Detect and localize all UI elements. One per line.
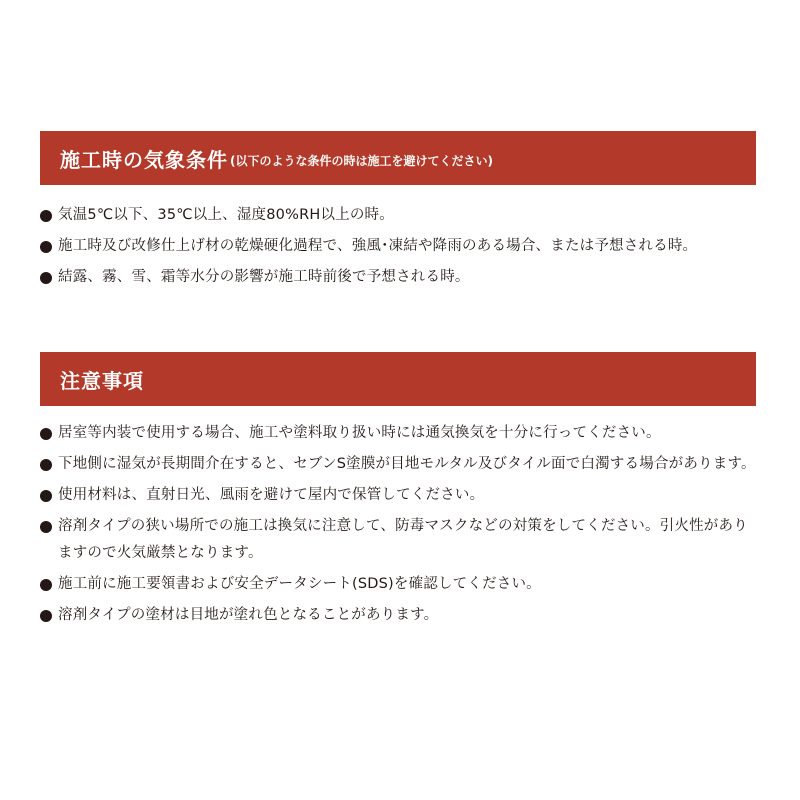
list-item <box>40 513 756 567</box>
list-item <box>40 420 756 447</box>
bullet-icon <box>40 490 52 502</box>
list-item-text: 溶剤タイプの塗材は目地が塗れ色となることがあります。 <box>58 607 439 623</box>
list-item-text: 施工時及び改修仕上げ材の乾燥硬化過程で、強風･凍結や降雨のある場合、または予想される時。 <box>58 238 698 254</box>
weather-conditions-title: 施工時の気象条件 <box>60 147 228 172</box>
weather-conditions-subtitle: (以下のような条件の時は施工を避けてください) <box>230 153 493 168</box>
list-item-text: 溶剤タイプの狭い場所での施工は換気に注意して、防毒マスクなどの対策をしてください。引火性がありますので火気厳禁となります。 <box>58 518 748 561</box>
bullet-icon <box>40 459 52 471</box>
weather-conditions-section <box>40 131 756 295</box>
list-item-text: 施工前に施工要領書および安全データシート(SDS)を確認してください。 <box>58 576 541 592</box>
weather-conditions-banner <box>40 131 756 185</box>
weather-conditions-list <box>40 202 756 291</box>
list-item-text: 居室等内装で使用する場合、施工や塗料取り扱い時には通気換気を十分に行ってください。 <box>58 425 661 441</box>
list-item <box>40 602 756 629</box>
list-item-text: 結露、霧、雪、霜等水分の影響が施工時前後で予想される時。 <box>58 269 470 285</box>
list-item <box>40 233 756 260</box>
list-item <box>40 482 756 509</box>
bullet-icon <box>40 428 52 440</box>
bullet-icon <box>40 579 52 591</box>
list-item-text: 使用材料は、直射日光、風雨を避けて屋内で保管してください。 <box>58 487 485 503</box>
bullet-icon <box>40 241 52 253</box>
list-item-text: 気温5℃以下、35℃以上、湿度80%RH以上の時。 <box>58 207 394 223</box>
cautions-section <box>40 352 756 633</box>
list-item <box>40 451 756 478</box>
list-item <box>40 202 756 229</box>
cautions-title: 注意事項 <box>60 368 144 393</box>
bullet-icon <box>40 272 52 284</box>
cautions-banner <box>40 352 756 406</box>
bullet-icon <box>40 521 52 533</box>
list-item <box>40 571 756 598</box>
bullet-icon <box>40 610 52 622</box>
bullet-icon <box>40 210 52 222</box>
cautions-list <box>40 420 756 629</box>
list-item-text: 下地側に湿気が長期間介在すると、セブンS塗膜が目地モルタル及びタイル面で白濁する場合があります。 <box>58 456 756 472</box>
list-item <box>40 264 756 291</box>
